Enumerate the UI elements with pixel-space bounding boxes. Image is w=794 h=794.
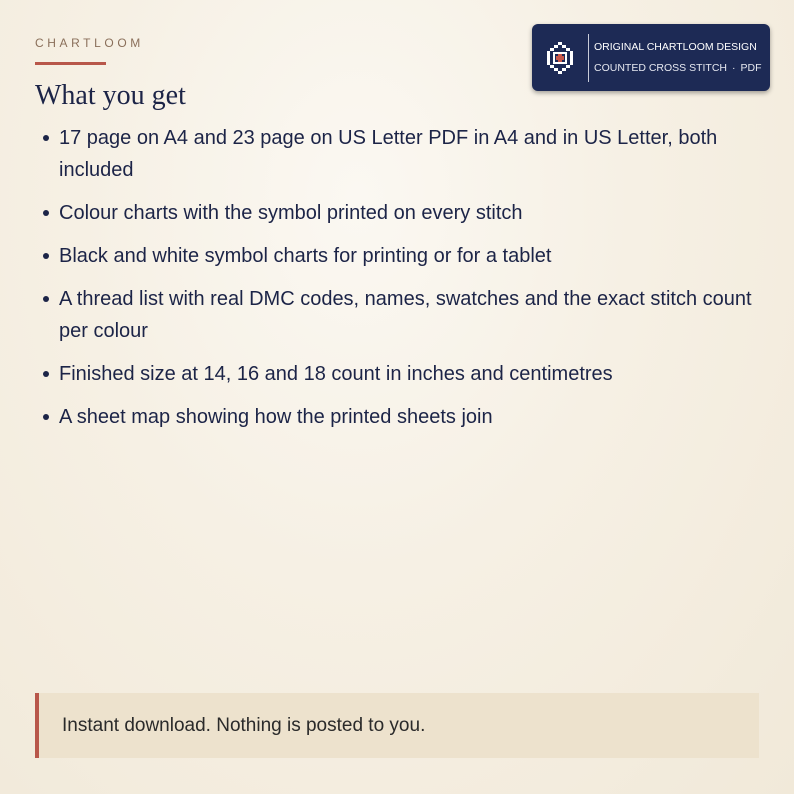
feature-item: Black and white symbol charts for printing or for a tablet	[41, 240, 771, 272]
brand-name: CHARTLOOM	[35, 36, 144, 50]
notice-text: Instant download. Nothing is posted to you.	[62, 714, 426, 736]
badge-separator: ·	[732, 62, 736, 74]
feature-list	[41, 122, 771, 444]
badge-file-type: PDF	[740, 62, 762, 74]
feature-item: A sheet map showing how the printed sheets join	[41, 401, 771, 433]
badge-title: ORIGINAL CHARTLOOM DESIGN	[594, 41, 757, 53]
feature-item: Colour charts with the symbol printed on every stitch	[41, 197, 771, 229]
badge-subtitle	[594, 62, 762, 74]
page-title: What you get	[35, 80, 186, 111]
design-badge	[532, 24, 770, 91]
cross-stitch-logo-icon	[532, 24, 588, 91]
brand-underline	[35, 62, 106, 65]
feature-item: A thread list with real DMC codes, names, swatches and the exact stitch count per colour	[41, 283, 771, 347]
download-notice	[35, 693, 759, 758]
feature-item: Finished size at 14, 16 and 18 count in inches and centimetres	[41, 358, 771, 390]
badge-format-label: COUNTED CROSS STITCH	[594, 62, 728, 74]
feature-item: 17 page on A4 and 23 page on US Letter PDF in A4 and in US Letter, both included	[41, 122, 771, 186]
badge-text	[589, 41, 762, 74]
